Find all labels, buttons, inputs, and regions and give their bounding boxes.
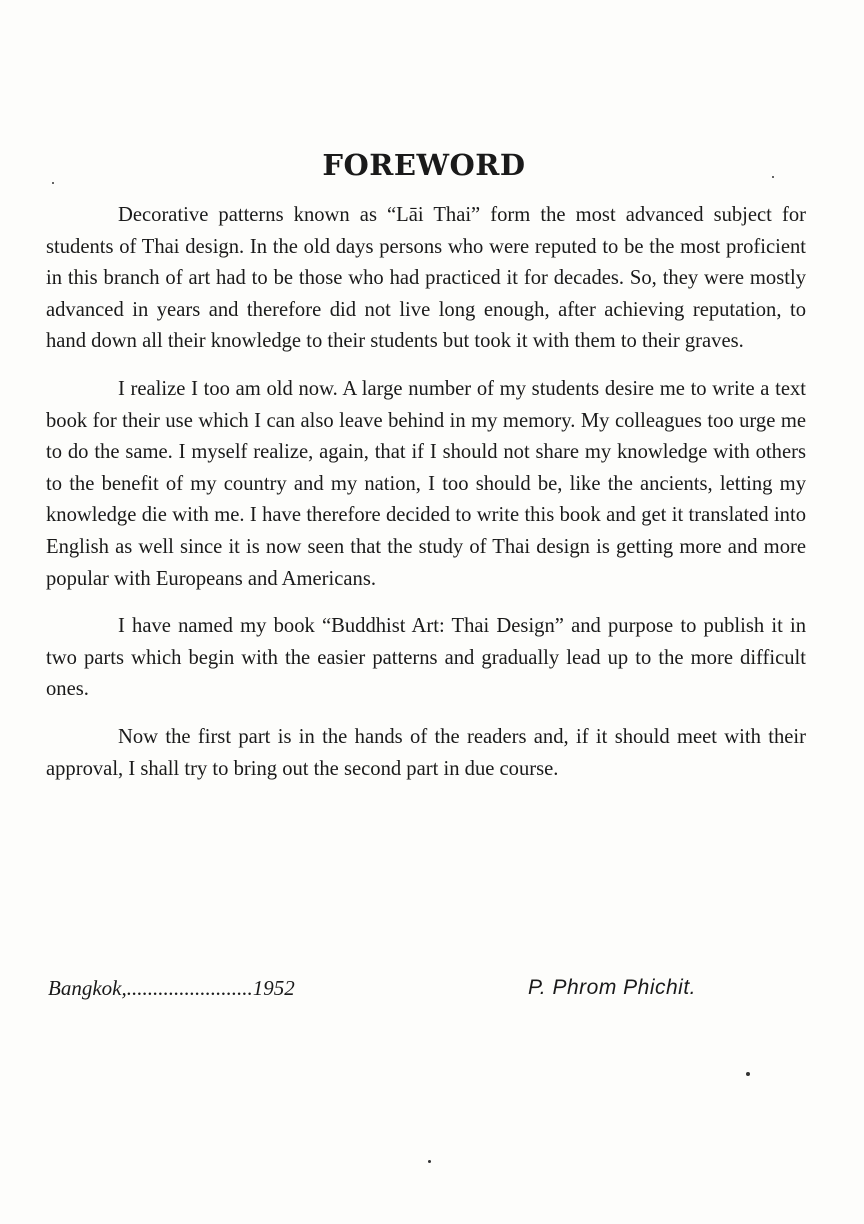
scan-speck — [428, 1160, 431, 1163]
place-and-date: Bangkok,........................1952 — [48, 976, 295, 1000]
paragraph-2: I realize I too am old now. A large number of my students desire me to write a text book for their use which I can also leave behind in my memory. My colleagues too urge me to do the same. I myself realize, again, that if I should not share my knowledge with others to the benefit of my country and my nation, I too should be, like the ancients, letting my knowledge die with me. I have therefore decided to write this book and get it translated into English as well since it is now seen that the study of Thai design is getting more and more popular with Europeans and Americans. — [46, 377, 806, 590]
page-title: FOREWORD — [322, 148, 526, 182]
paragraph-3: I have named my book “Buddhist Art: Thai Design” and purpose to publish it in two parts which begin with the easier patterns and gradually lead up to the more difficult ones. — [46, 615, 806, 701]
paragraph-4: Now the first part is in the hands of the readers and, if it should meet with their approval, I shall try to bring out the second part in due course. — [46, 725, 806, 780]
scan-speck — [746, 1072, 750, 1076]
author-name: P. Phrom Phichit. — [528, 976, 697, 999]
paragraph-1: Decorative patterns known as “Lāi Thai” form the most advanced subject for students of Thai design. In the old days persons who were reputed to be the most proficient in this branch of art had to be those who had practiced it for decades. So, they were mostly advanced in years and therefore did not live long enough, after achieving reputation, to hand down all their knowledge to their students but took it with them to their graves. — [46, 204, 806, 353]
scan-speck — [772, 176, 774, 178]
foreword-body — [46, 200, 806, 785]
scan-speck — [52, 182, 54, 184]
